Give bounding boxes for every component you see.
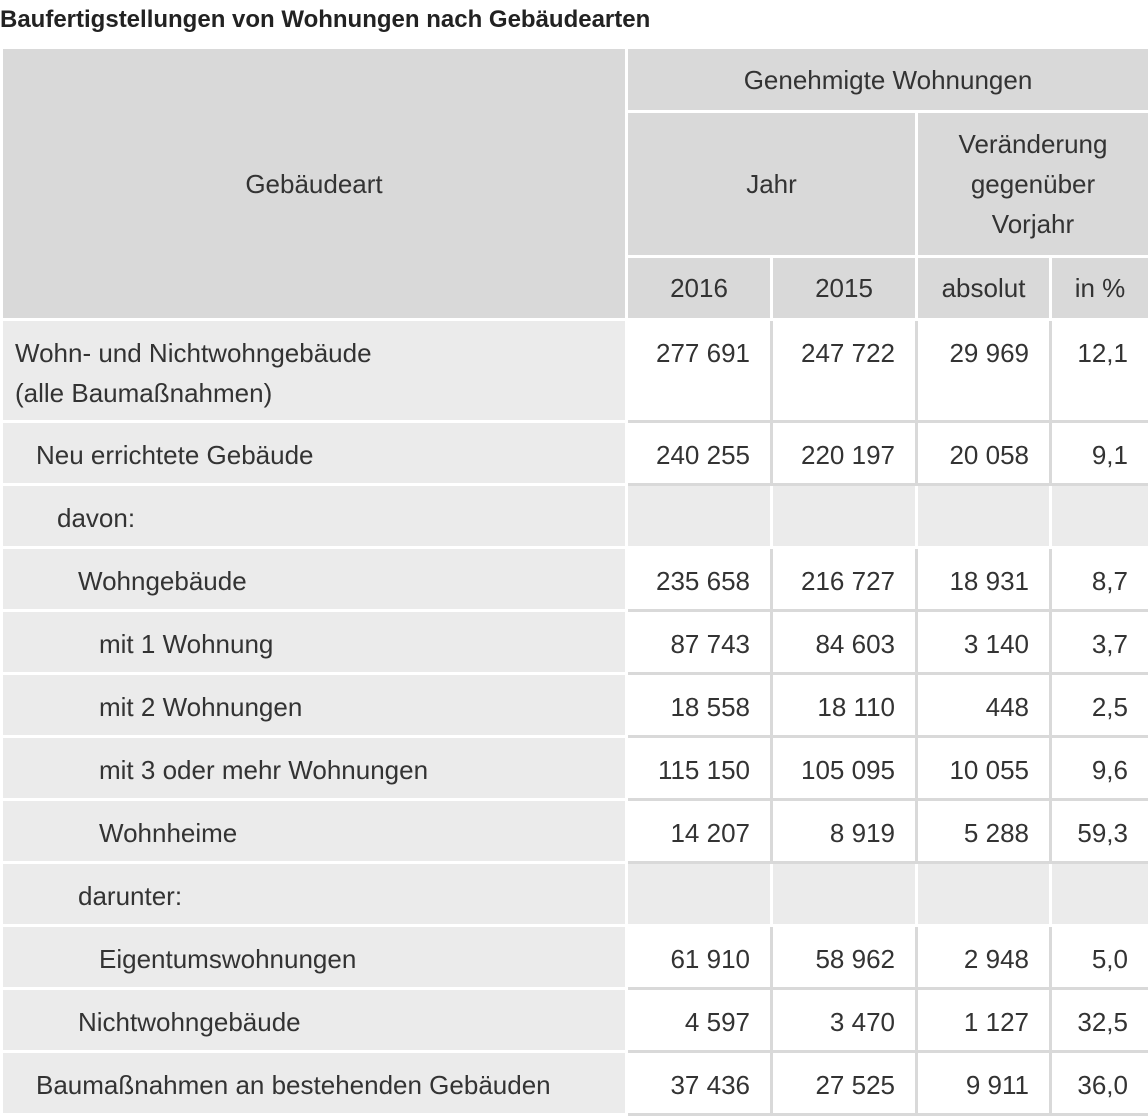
data-table xyxy=(0,46,1148,1116)
row-label: Neu errichtete Gebäude xyxy=(2,422,627,485)
table-row xyxy=(2,674,1148,737)
table-row xyxy=(2,485,1148,548)
row-label: Baumaßnahmen an bestehenden Gebäuden xyxy=(2,1052,627,1115)
row-label xyxy=(2,320,627,422)
cell-prozent: 3,7 xyxy=(1051,611,1148,674)
cell-2016: 61 910 xyxy=(627,926,772,989)
table-row xyxy=(2,611,1148,674)
cell-empty xyxy=(772,485,917,548)
header-2016: 2016 xyxy=(627,257,772,320)
table-row xyxy=(2,548,1148,611)
cell-2016: 87 743 xyxy=(627,611,772,674)
table-row xyxy=(2,422,1148,485)
cell-absolut: 448 xyxy=(917,674,1051,737)
row-label: mit 3 oder mehr Wohnungen xyxy=(2,737,627,800)
header-veraenderung xyxy=(917,112,1148,257)
cell-2015: 3 470 xyxy=(772,989,917,1052)
cell-2016: 18 558 xyxy=(627,674,772,737)
cell-2015: 58 962 xyxy=(772,926,917,989)
table-row xyxy=(2,800,1148,863)
cell-empty xyxy=(917,863,1051,926)
cell-absolut: 2 948 xyxy=(917,926,1051,989)
row-label: Nichtwohngebäude xyxy=(2,989,627,1052)
cell-prozent: 36,0 xyxy=(1051,1052,1148,1115)
cell-empty xyxy=(627,485,772,548)
header-gebaeudeart: Gebäudeart xyxy=(2,48,627,320)
row-label-line-1: Wohn- und Nichtwohngebäude xyxy=(15,333,625,373)
table-row xyxy=(2,989,1148,1052)
row-label: mit 2 Wohnungen xyxy=(2,674,627,737)
cell-2016: 4 597 xyxy=(627,989,772,1052)
cell-empty xyxy=(772,863,917,926)
cell-prozent: 32,5 xyxy=(1051,989,1148,1052)
cell-absolut: 3 140 xyxy=(917,611,1051,674)
cell-2015: 247 722 xyxy=(772,320,917,422)
header-jahr: Jahr xyxy=(627,112,917,257)
cell-2016: 235 658 xyxy=(627,548,772,611)
cell-2015: 216 727 xyxy=(772,548,917,611)
row-label: Wohngebäude xyxy=(2,548,627,611)
cell-2016: 240 255 xyxy=(627,422,772,485)
row-label: Wohnheime xyxy=(2,800,627,863)
cell-2016: 115 150 xyxy=(627,737,772,800)
cell-2016: 277 691 xyxy=(627,320,772,422)
cell-absolut: 20 058 xyxy=(917,422,1051,485)
row-label-line-2: (alle Baumaßnahmen) xyxy=(15,373,625,413)
header-2015: 2015 xyxy=(772,257,917,320)
table-row xyxy=(2,320,1148,422)
cell-prozent: 12,1 xyxy=(1051,320,1148,422)
cell-prozent: 2,5 xyxy=(1051,674,1148,737)
cell-empty xyxy=(627,863,772,926)
header-prozent: in % xyxy=(1051,257,1148,320)
page-title: Baufertigstellungen von Wohnungen nach Gebäudearten xyxy=(0,6,650,34)
cell-absolut: 10 055 xyxy=(917,737,1051,800)
header-group-genehmigte-wohnungen: Genehmigte Wohnungen xyxy=(627,48,1148,112)
cell-prozent: 5,0 xyxy=(1051,926,1148,989)
header-absolut: absolut xyxy=(917,257,1051,320)
table-row xyxy=(2,926,1148,989)
cell-2015: 8 919 xyxy=(772,800,917,863)
cell-2016: 14 207 xyxy=(627,800,772,863)
cell-absolut: 29 969 xyxy=(917,320,1051,422)
row-label: Eigentumswohnungen xyxy=(2,926,627,989)
table-row xyxy=(2,863,1148,926)
cell-prozent: 9,6 xyxy=(1051,737,1148,800)
cell-prozent: 9,1 xyxy=(1051,422,1148,485)
cell-prozent: 59,3 xyxy=(1051,800,1148,863)
table-row xyxy=(2,737,1148,800)
cell-2015: 18 110 xyxy=(772,674,917,737)
cell-empty xyxy=(1051,863,1148,926)
cell-empty xyxy=(1051,485,1148,548)
cell-2015: 105 095 xyxy=(772,737,917,800)
row-label: mit 1 Wohnung xyxy=(2,611,627,674)
cell-absolut: 9 911 xyxy=(917,1052,1051,1115)
table-row xyxy=(2,1052,1148,1115)
row-label: davon: xyxy=(2,485,627,548)
header-veraenderung-line-1: Veränderung xyxy=(918,124,1148,164)
cell-absolut: 5 288 xyxy=(917,800,1051,863)
cell-absolut: 18 931 xyxy=(917,548,1051,611)
cell-empty xyxy=(917,485,1051,548)
header-veraenderung-line-3: Vorjahr xyxy=(918,204,1148,244)
cell-2015: 27 525 xyxy=(772,1052,917,1115)
cell-2015: 220 197 xyxy=(772,422,917,485)
cell-absolut: 1 127 xyxy=(917,989,1051,1052)
row-label: darunter: xyxy=(2,863,627,926)
cell-2016: 37 436 xyxy=(627,1052,772,1115)
cell-2015: 84 603 xyxy=(772,611,917,674)
cell-prozent: 8,7 xyxy=(1051,548,1148,611)
header-veraenderung-line-2: gegenüber xyxy=(918,164,1148,204)
